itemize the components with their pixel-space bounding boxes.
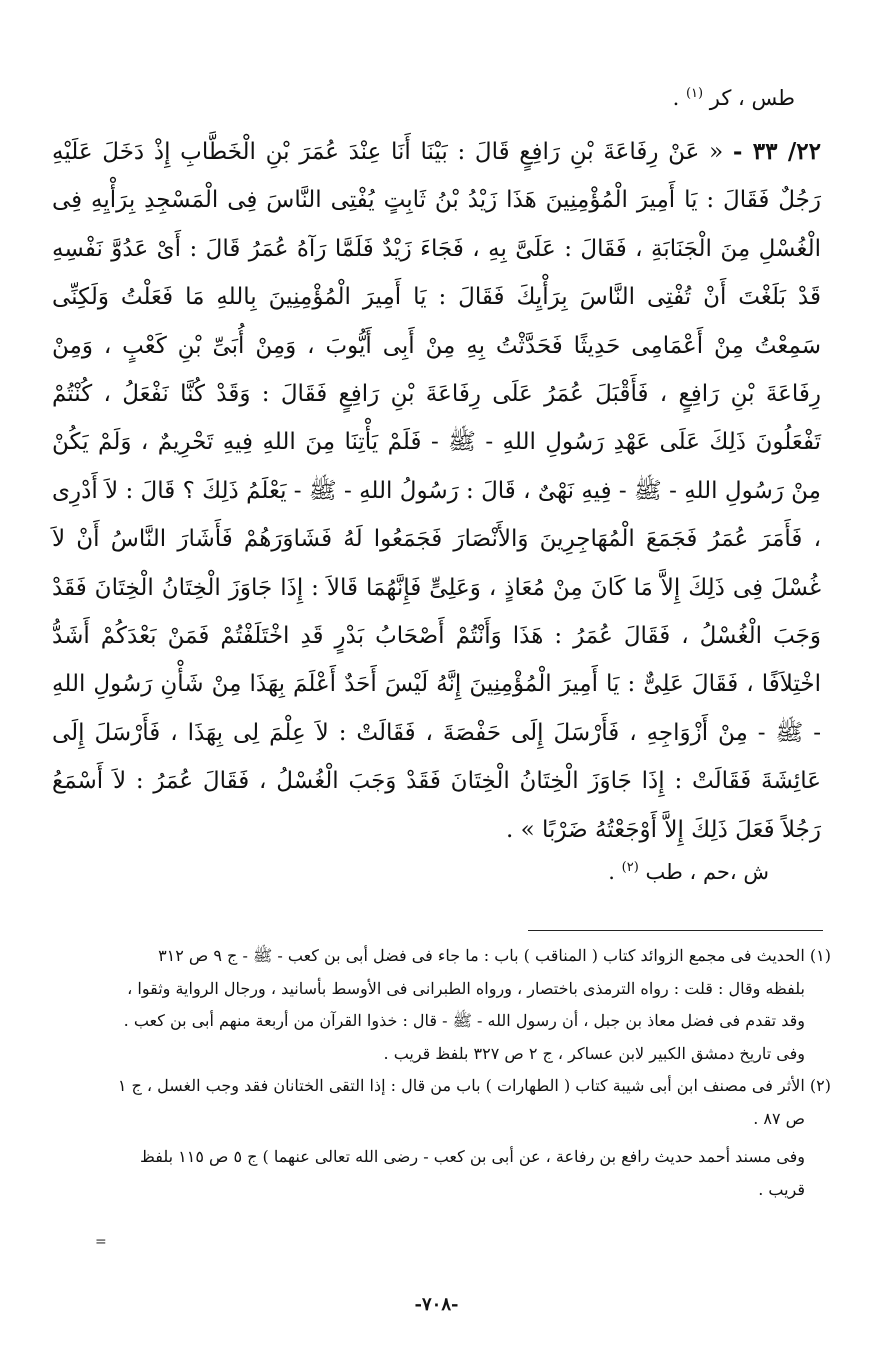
footnote-1-line-2: بلفظه وقال : قلت : رواه الترمذى باختصار ، ورواه الطبرانى فى الأوسط بأسانيد ، ورجال الرواية وثقوا ،	[127, 978, 805, 998]
footnote-2	[62, 1070, 831, 1206]
footnote-1-text-1: الحديث فى مجمع الزوائد كتاب ( المناقب ) باب : ما جاء فى فضل أبى بن كعب - ﷺ - ج ٩ ص ٣١٢	[158, 946, 805, 965]
footnote-1-line-4: وفى تاريخ دمشق الكبير لابن عساكر ، ج ٢ ص ٣٢٧ بلفظ قريب .	[383, 1043, 805, 1063]
footnote-1-line-3: وقد تقدم فى فضل معاذ بن جبل ، أن رسول الله - ﷺ - قال : خذوا القرآن من أربعة منهم أبى بن كعب .	[123, 1011, 805, 1030]
reference-end: .	[672, 86, 680, 110]
footnote-2-line-4: قريب .	[758, 1179, 805, 1199]
hadith-paragraph	[52, 128, 821, 854]
hadith-number: ٢٢/ ٣٣ -	[732, 138, 821, 165]
footnote-1-mark: (١)	[809, 946, 831, 965]
footnote-1-line-1	[62, 940, 831, 973]
footnote-2-line-1	[62, 1070, 831, 1103]
footnote-marker-1[interactable]: (١)	[685, 86, 704, 101]
continuation-mark: =	[95, 1234, 107, 1250]
sources-text: ش ،حم ، طب	[645, 860, 769, 885]
reference-line	[52, 82, 821, 114]
sources-end: .	[608, 860, 615, 885]
main-text	[52, 82, 821, 888]
footnote-1	[62, 940, 831, 1070]
page-number: -٧٠٨-	[414, 1294, 459, 1315]
footnote-marker-2[interactable]: (٢)	[621, 860, 639, 876]
footnote-2-text-1: الأثر فى مصنف ابن أبى شيبة كتاب ( الطهارات ) باب من قال : إذا التقى الختانان فقد وجب الغسل ، ج ١	[117, 1076, 805, 1095]
footnote-divider	[528, 930, 823, 931]
footnote-2-line-2: ص ٨٧ .	[753, 1108, 805, 1128]
footnote-2-line-3: وفى مسند أحمد حديث رافع بن رفاعة ، عن أبى بن كعب - رضى الله تعالى عنهما ) ج ٥ ص ١١٥ بلفظ	[140, 1147, 805, 1166]
footnotes-section	[62, 940, 831, 1206]
hadith-text: « عَنْ رِفَاعَةَ بْنِ رَافِعٍ قَالَ : بَيْنَا أَنَا عِنْدَ عُمَرَ بْنِ الْخَطَّابِ إِذْ دَخَلَ عَلَيْهِ رَجُلٌ فَقَالَ : يَا أَمِيرَ الْمُؤْمِنِينَ هَذَا زَيْدُ بْنُ ثَابِتٍ يُفْتِى النَّاسَ فِى الْمَسْجِدِ بِرَأْيِهِ فِى الْغُسْلِ مِنَ الْجَنَابَةِ ، فَقَالَ : عَلَىَّ بِهِ ، فَجَاءَ زَيْدٌ فَلَمَّا رَآهُ عُمَرُ قَالَ : أَىْ عَدُوَّ نَفْسِهِ قَدْ بَلَغْتَ أَنْ تُفْتِى النَّاسَ بِرَأْيِكَ فَقَالَ : يَا أَمِيرَ الْمُؤْمِنِينَ بِاللهِ مَا فَعَلْتُ وَلَكِنِّى سَمِعْتُ مِنْ أَعْمَامِى حَدِيثًا فَحَدَّثْتُ بِهِ مِنْ أَبِى أَيُّوبَ ، وَمِنْ أُبَىِّ بْنِ كَعْبٍ ، وَمِنْ رِفَاعَةَ بْنِ رَافِعٍ ، فَأَقْبَلَ عُمَرُ عَلَى رِفَاعَةَ بْنِ رَافِعٍ فَقَالَ : وَقَدْ كُنَّا نَفْعَلُ ، كُنْتُمْ تَفْعَلُونَ ذَلِكَ عَلَى عَهْدِ رَسُولِ اللهِ - ﷺ - فَلَمْ يَأْتِنَا مِنَ اللهِ فِيهِ تَحْرِيمٌ ، وَلَمْ يَكُنْ مِنْ رَسُولِ اللهِ - ﷺ - فِيهِ نَهْىٌ ، قَالَ : رَسُولُ اللهِ - ﷺ - يَعْلَمُ ذَلِكَ ؟ قَالَ : لاَ أَدْرِى ، فَأَمَرَ عُمَرُ فَجَمَعَ الْمُهَاجِرِينَ وَالأَنْصَارَ فَجَمَعُوا لَهُ فَشَاوَرَهُمْ فَأَشَارَ النَّاسُ أَنْ لاَ غُسْلَ فِى ذَلِكَ إِلاَّ مَا كَانَ مِنْ مُعَاذٍ ، وَعَلِىٍّ فَإِنَّهُمَا قَالاَ : إِذَا جَاوَزَ الْخِتَانُ الْخِتَانَ فَقَدْ وَجَبَ الْغُسْلُ ، فَقَالَ عُمَرُ : هَذَا وَأَنْتُمْ أَصْحَابُ بَدْرٍ قَدِ اخْتَلَفْتُمْ فَمَنْ بَعْدَكُمْ أَشَدُّ اخْتِلاَفًا ، فَقَالَ عَلِىٌّ : يَا أَمِيرَ الْمُؤْمِنِينَ إِنَّهُ لَيْسَ أَحَدٌ أَعْلَمَ بِهَذَا مِنْ شَأْنِ رَسُولِ اللهِ - ﷺ - مِنْ أَزْوَاجِهِ ، فَأَرْسَلَ إِلَى حَفْصَةَ ، فَقَالَتْ : لاَ عِلْمَ لِى بِهَذَا ، فَأَرْسَلَ إِلَى عَائِشَةَ فَقَالَتْ : إِذَا جَاوَزَ الْخِتَانُ الْخِتَانَ فَقَدْ وَجَبَ الْغُسْلُ ، فَقَالَ عُمَرُ : لاَ أَسْمَعُ رَجُلاً فَعَلَ ذَلِكَ إِلاَّ أَوْجَعْتُهُ ضَرْبًا » .	[52, 139, 821, 843]
sources-line	[52, 856, 821, 888]
footnote-2-mark: (٢)	[809, 1076, 831, 1095]
reference-sources: طس ، كر	[709, 86, 795, 110]
